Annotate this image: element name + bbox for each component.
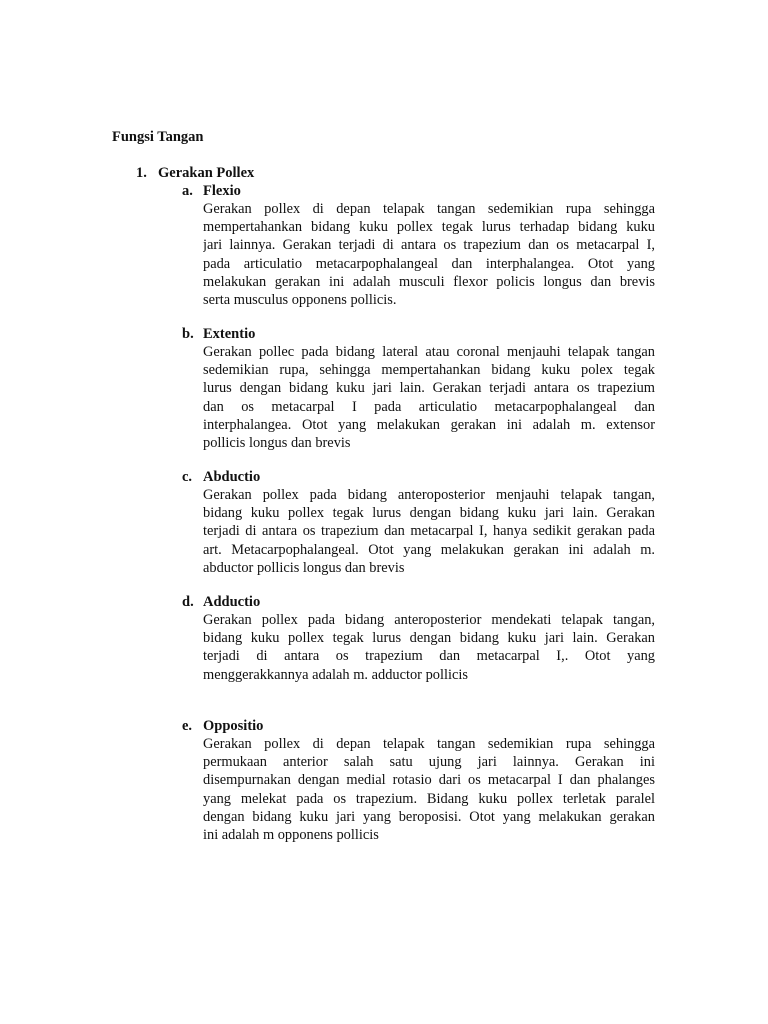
list-item-extentio: [182, 325, 656, 452]
item-paragraph: [203, 200, 655, 309]
paragraph-line: terjadi di antara os trapezium dan metacarpal I, hanya sedikit gerakan pada: [203, 523, 655, 540]
section-number: 1.: [136, 165, 147, 181]
section-heading: [136, 164, 254, 182]
paragraph-line: jari lainnya. Gerakan terjadi di antara os trapezium dan os metacarpal I,: [203, 237, 655, 254]
item-paragraph: [203, 735, 655, 844]
section-title: Gerakan Pollex: [158, 165, 255, 181]
paragraph-line: dengan bidang kuku jari yang beroposisi. Otot yang melakukan gerakan: [203, 808, 655, 825]
paragraph-line: Gerakan pollex pada bidang anteroposterior mendekati telapak tangan,: [203, 612, 655, 628]
paragraph-line: Gerakan pollec pada bidang lateral atau coronal menjauhi telapak tangan: [203, 344, 655, 360]
paragraph-line: terjadi di antara os trapezium dan metacarpal I,. Otot yang: [203, 648, 655, 665]
item-title: Adductio: [203, 594, 261, 610]
item-letter: d.: [182, 594, 194, 610]
item-letter: e.: [182, 718, 193, 734]
paragraph-line: Gerakan pollex di depan telapak tangan sedemikian rupa sehingga: [203, 201, 655, 217]
paragraph-line: Gerakan pollex di depan telapak tangan sedemikian rupa sehingga: [203, 736, 655, 752]
paragraph-line: dan os metacarpal I pada articulatio metacarpophalangeal dan: [203, 398, 655, 415]
paragraph-line: menggerakkannya adalah m. adductor pollicis: [203, 666, 468, 683]
item-title: Extentio: [203, 326, 256, 342]
item-letter: c.: [182, 469, 193, 485]
item-paragraph: [203, 486, 655, 577]
paragraph-line: pada articulatio metacarpophalangeal dan interphalangea. Otot yang: [203, 255, 655, 272]
paragraph-line: abductor pollicis longus dan brevis: [203, 559, 405, 576]
paragraph-line: bidang kuku pollex tegak lurus dengan bidang kuku jari lain. Gerakan: [203, 630, 655, 647]
paragraph-line: pollicis longus dan brevis: [203, 435, 351, 452]
list-item-flexio: [182, 182, 656, 309]
item-heading: [182, 593, 656, 611]
paragraph-line: disempurnakan dengan medial rotasio dari os metacarpal I dan phalanges: [203, 772, 655, 789]
document-title: Fungsi Tangan: [112, 129, 204, 145]
item-paragraph: [203, 343, 655, 452]
item-title: Abductio: [203, 469, 261, 485]
paragraph-line: ini adalah m opponens pollicis: [203, 827, 379, 844]
list-item-oppositio: [182, 717, 656, 844]
item-letter: b.: [182, 326, 194, 342]
paragraph-line: sedemikian rupa, sehingga mempertahankan bidang kuku polex tegak: [203, 362, 655, 379]
list-item-abductio: [182, 468, 656, 577]
paragraph-line: melakukan gerakan ini adalah musculi flexor policis longus dan brevis: [203, 273, 655, 290]
paragraph-line: lurus dengan bidang kuku jari lain. Gerakan terjadi antara os trapezium: [203, 380, 655, 397]
item-heading: [182, 182, 656, 200]
paragraph-line: yang melekat pada os trapezium. Bidang kuku pollex terletak paralel: [203, 790, 655, 807]
paragraph-line: bidang kuku pollex tegak lurus dengan bidang kuku jari lain. Gerakan: [203, 505, 655, 522]
list-item-adductio: [182, 593, 656, 684]
item-letter: a.: [182, 183, 193, 199]
paragraph-line: interphalangea. Otot yang melakukan gerakan ini adalah m. extensor: [203, 416, 655, 433]
item-title: Flexio: [203, 183, 241, 199]
paragraph-line: permukaan anterior salah satu ujung jari lainnya. Gerakan ini: [203, 754, 655, 771]
paragraph-line: art. Metacarpophalangeal. Otot yang melakukan gerakan ini adalah m.: [203, 541, 655, 558]
item-heading: [182, 717, 656, 735]
item-paragraph: [203, 611, 655, 684]
item-heading: [182, 325, 656, 343]
paragraph-line: mempertahankan bidang kuku pollex tegak lurus terhadap bidang kuku: [203, 219, 655, 236]
paragraph-line: Gerakan pollex pada bidang anteroposterior menjauhi telapak tangan,: [203, 487, 655, 503]
item-heading: [182, 468, 656, 486]
item-title: Oppositio: [203, 718, 264, 734]
paragraph-line: serta musculus opponens pollicis.: [203, 292, 397, 309]
